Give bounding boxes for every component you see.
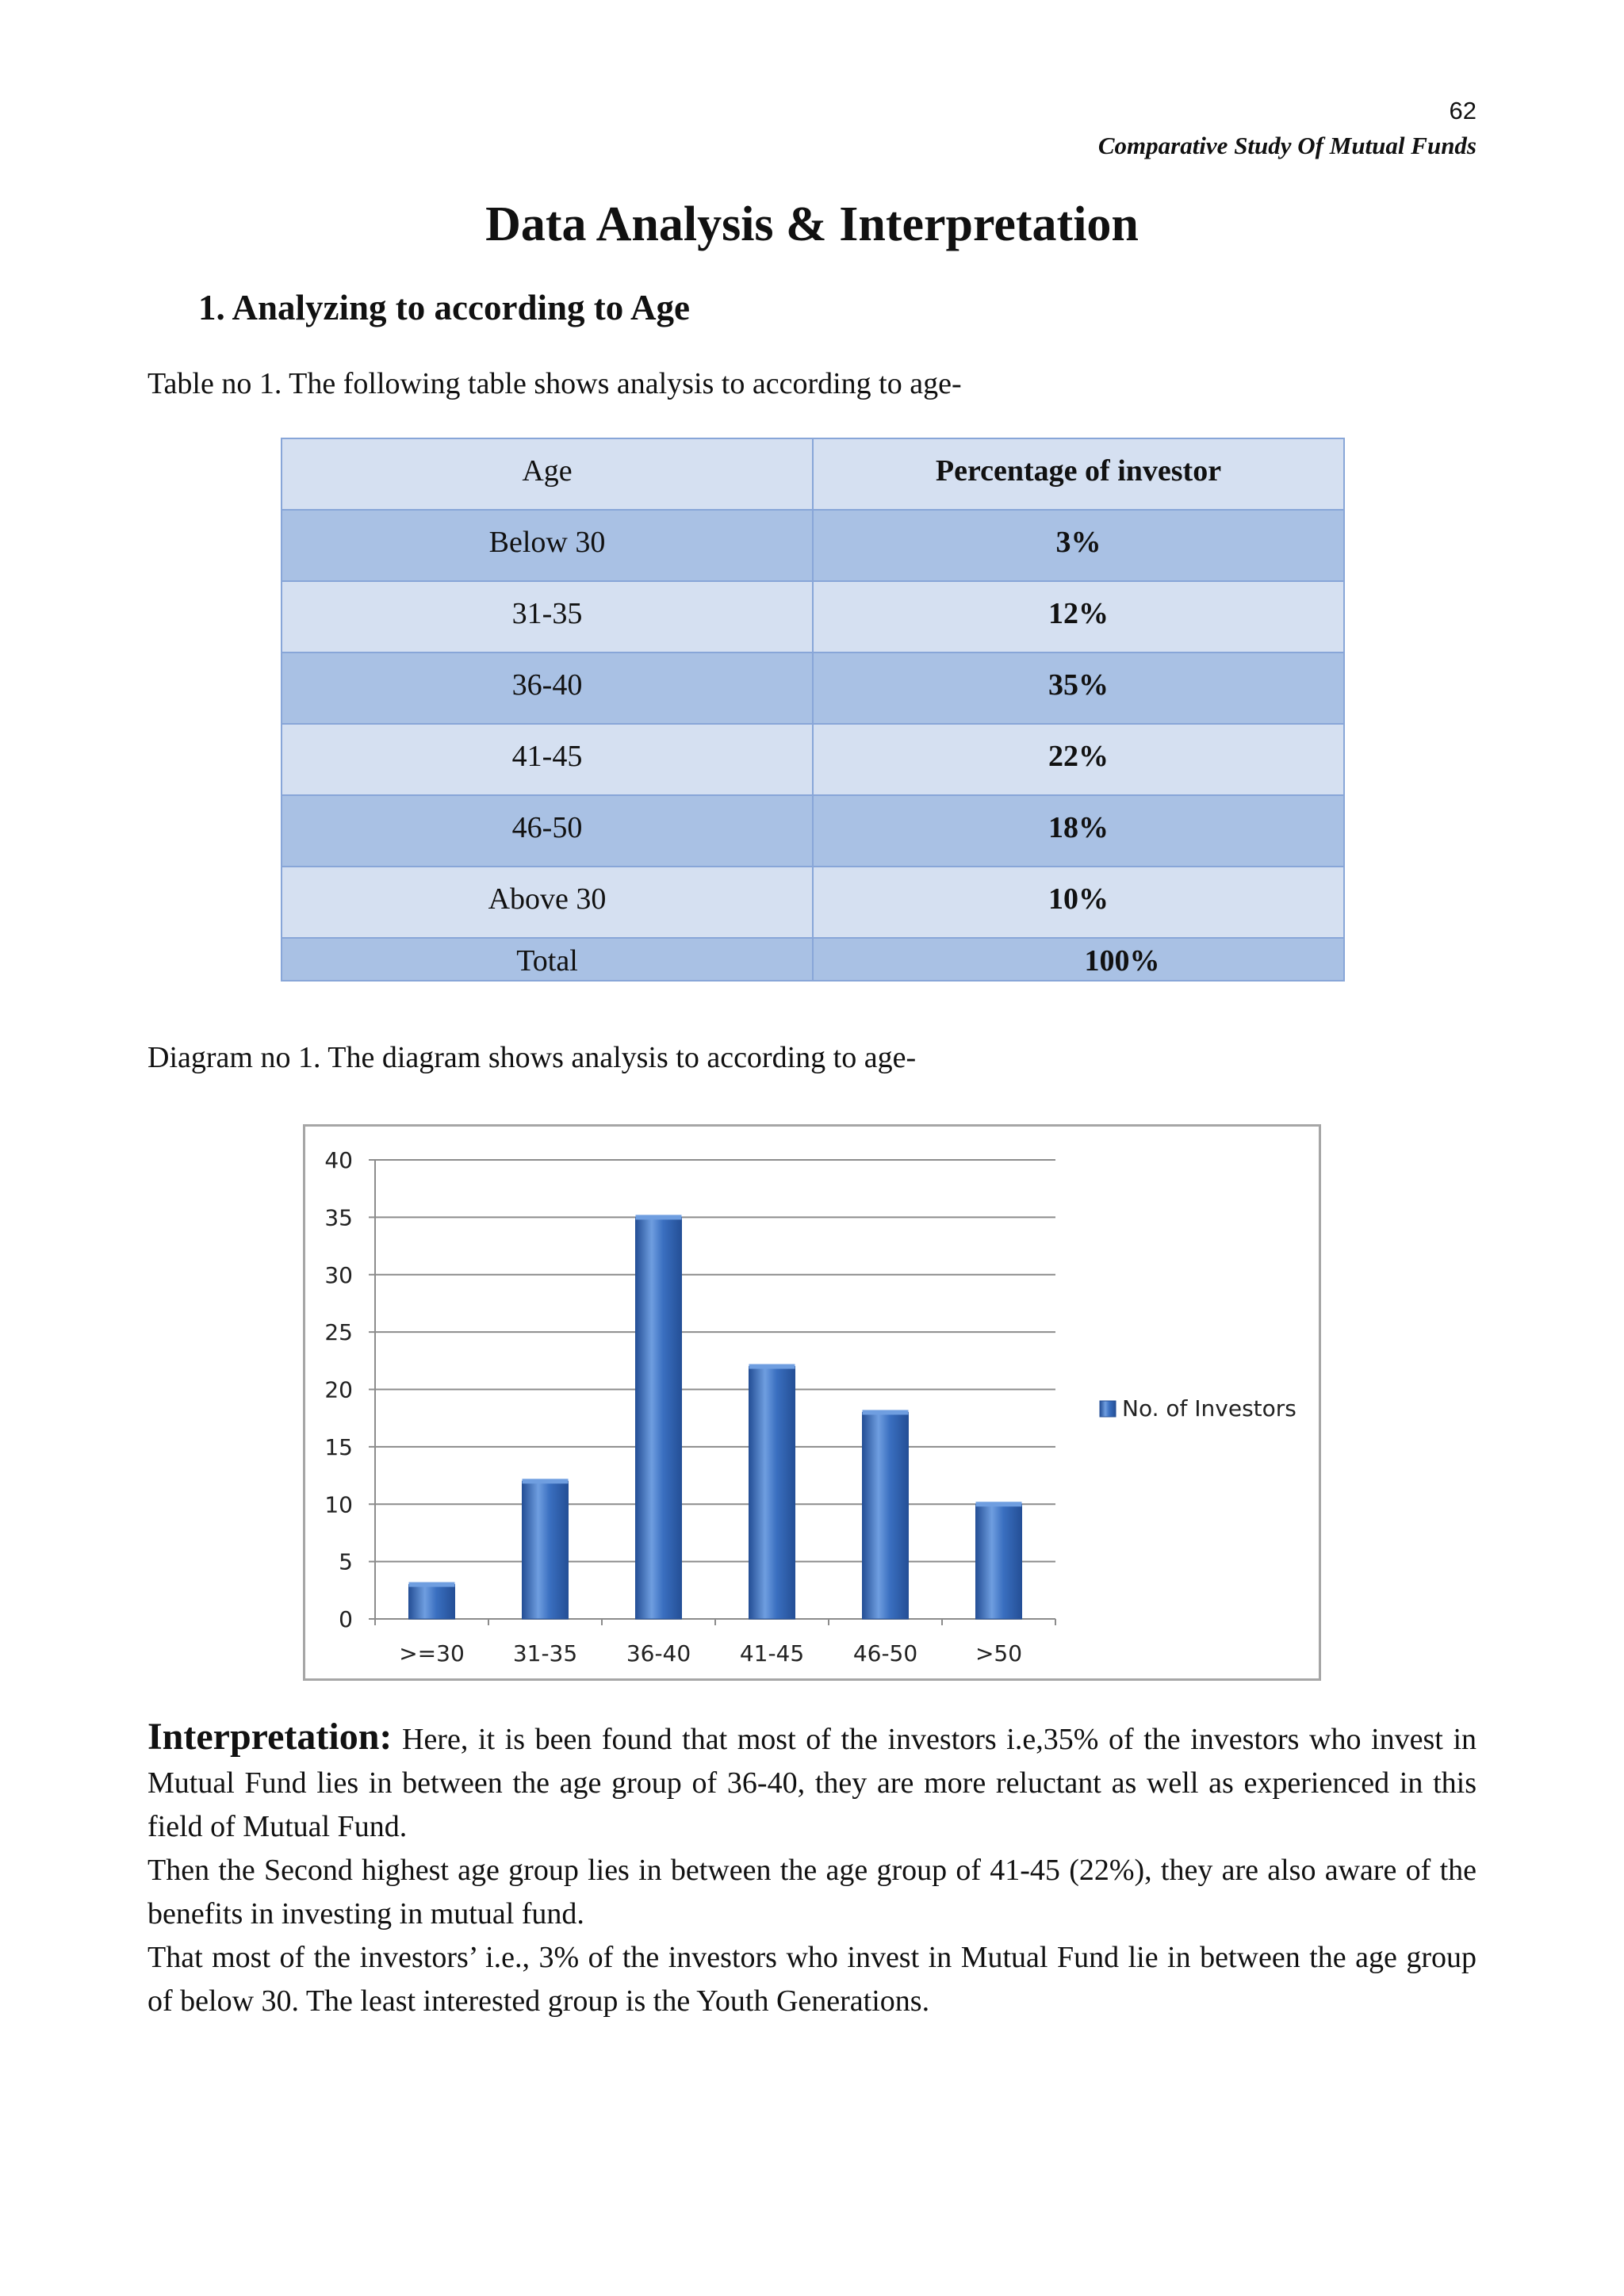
cell-percentage: 35% bbox=[813, 652, 1344, 724]
cell-percentage: 10% bbox=[813, 867, 1344, 938]
cell-age: 36-40 bbox=[282, 652, 813, 724]
y-tick-label: 5 bbox=[339, 1548, 353, 1575]
page-title: Data Analysis & Interpretation bbox=[485, 197, 1139, 251]
table-total-row bbox=[282, 938, 1344, 981]
y-tick-label: 20 bbox=[324, 1376, 353, 1403]
bar bbox=[636, 1217, 682, 1619]
interpretation-paragraph: That most of the investors’ i.e., 3% of the investors who invest in Mutual Fund lie in between the age group of below 30. The least interested group is the Youth Generations. bbox=[147, 1941, 1477, 2018]
cell-percentage: 12% bbox=[813, 581, 1344, 652]
chart-frame bbox=[303, 1124, 1321, 1681]
y-tick-label: 25 bbox=[324, 1319, 353, 1346]
x-tick-label: 31-35 bbox=[512, 1640, 578, 1667]
interpretation-lead: Interpretation: bbox=[147, 1716, 393, 1758]
interpretation-paragraph: Then the Second highest age group lies in between the age group of 41-45 (22%), they are also aware of the benefits in investing in mutual fund. bbox=[147, 1854, 1477, 1931]
y-tick-label: 40 bbox=[324, 1147, 353, 1173]
y-tick-label: 30 bbox=[324, 1261, 353, 1288]
page-number: 62 bbox=[1449, 97, 1477, 124]
y-tick-label: 10 bbox=[324, 1491, 353, 1518]
table-row bbox=[282, 724, 1344, 795]
bar-cap bbox=[636, 1215, 682, 1219]
interpretation-p1: Here, it is been found that most of the investors i.e,35% of the investors who invest in Mutual Fund lies in between the age group of 36-40, they are more reluctant as well as experienced in this field of Mutual Fund. bbox=[147, 1723, 1477, 1843]
cell-total-label: Total bbox=[282, 938, 813, 981]
cell-age: 41-45 bbox=[282, 724, 813, 795]
cell-total-percentage: 100% bbox=[813, 938, 1344, 981]
x-tick-label: >=30 bbox=[399, 1640, 465, 1667]
bar-cap bbox=[863, 1410, 909, 1414]
x-tick-label: >50 bbox=[975, 1640, 1023, 1667]
cell-age: 46-50 bbox=[282, 795, 813, 867]
table-caption: Table no 1. The following table shows analysis to according to age- bbox=[147, 367, 962, 400]
bar bbox=[749, 1367, 795, 1619]
x-tick-label: 36-40 bbox=[626, 1640, 691, 1667]
bar bbox=[863, 1412, 909, 1619]
x-tick-label: 46-50 bbox=[852, 1640, 918, 1667]
header-percentage: Percentage of investor bbox=[813, 438, 1344, 510]
running-header: Comparative Study Of Mutual Funds bbox=[1097, 132, 1477, 159]
cell-age: Above 30 bbox=[282, 867, 813, 938]
header-age: Age bbox=[282, 438, 813, 510]
y-tick-label: 35 bbox=[324, 1204, 353, 1231]
legend-label: No. of Investors bbox=[1122, 1395, 1297, 1422]
bar bbox=[523, 1481, 569, 1619]
bar-chart bbox=[305, 1127, 1319, 1678]
x-tick-label: 41-45 bbox=[739, 1640, 805, 1667]
legend-swatch bbox=[1100, 1401, 1116, 1417]
table-header-row bbox=[282, 438, 1344, 510]
bar-cap bbox=[409, 1582, 455, 1587]
cell-percentage: 22% bbox=[813, 724, 1344, 795]
cell-percentage: 3% bbox=[813, 510, 1344, 581]
table-row bbox=[282, 510, 1344, 581]
cell-age: Below 30 bbox=[282, 510, 813, 581]
cell-age: 31-35 bbox=[282, 581, 813, 652]
bar bbox=[976, 1504, 1022, 1619]
bar-cap bbox=[976, 1502, 1022, 1506]
bar bbox=[409, 1585, 455, 1619]
interpretation-text bbox=[147, 1715, 1477, 2023]
section-heading: 1. Analyzing to according to Age bbox=[198, 288, 690, 327]
bar-cap bbox=[749, 1364, 795, 1369]
table-row bbox=[282, 581, 1344, 652]
cell-percentage: 18% bbox=[813, 795, 1344, 867]
table-row bbox=[282, 867, 1344, 938]
table-row bbox=[282, 795, 1344, 867]
age-table bbox=[281, 438, 1345, 982]
diagram-caption: Diagram no 1. The diagram shows analysis to according to age- bbox=[147, 1041, 917, 1074]
table-row bbox=[282, 652, 1344, 724]
bar-cap bbox=[523, 1479, 569, 1483]
y-tick-label: 15 bbox=[324, 1433, 353, 1460]
y-tick-label: 0 bbox=[339, 1606, 353, 1632]
interpretation-paragraph bbox=[147, 1715, 1477, 1849]
